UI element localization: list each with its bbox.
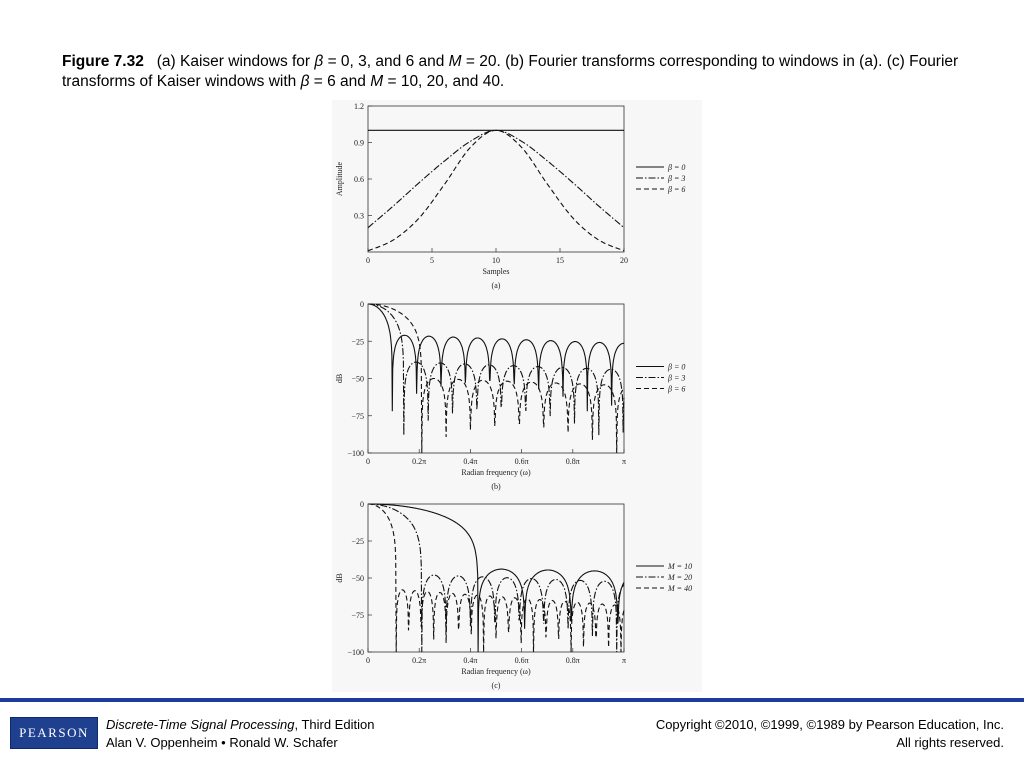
y-tick-label: −50 xyxy=(351,574,364,583)
x-tick-label: 0 xyxy=(366,656,370,665)
x-tick-label: 0.4π xyxy=(463,457,478,466)
y-axis-label: Amplitude xyxy=(335,161,344,197)
series-line-2 xyxy=(368,130,624,227)
x-tick-label: 20 xyxy=(620,256,628,265)
legend-label: M = 40 xyxy=(668,584,693,593)
legend-label: M = 10 xyxy=(668,562,693,571)
chart-panel-1 xyxy=(335,102,685,290)
y-tick-label: 0.9 xyxy=(354,138,364,148)
figure-panel xyxy=(332,100,702,692)
series-line-3 xyxy=(368,130,624,251)
legend-label: β = 6 xyxy=(668,185,686,194)
legend-label: β = 3 xyxy=(668,174,686,183)
y-tick-label: −75 xyxy=(351,411,364,421)
x-tick-label: 0.8π xyxy=(565,656,580,665)
caption-beta-symbol-2: β xyxy=(300,73,310,90)
pearson-logo: PEARSON xyxy=(10,717,98,749)
book-edition: , Third Edition xyxy=(294,717,375,732)
panel-label: (c) xyxy=(491,681,501,690)
x-tick-label: 0.6π xyxy=(514,656,529,665)
panel-label: (b) xyxy=(491,482,501,491)
legend-label: β = 0 xyxy=(668,163,686,172)
y-tick-label: 0.3 xyxy=(354,211,364,221)
figure-caption xyxy=(62,52,962,92)
caption-m-symbol-1: M xyxy=(448,53,462,70)
x-axis-label: Radian frequency (ω) xyxy=(461,667,531,676)
legend-label: β = 3 xyxy=(668,373,686,383)
rights-line: All rights reserved. xyxy=(896,735,1004,750)
caption-text-4: = 6 and xyxy=(309,73,371,90)
x-tick-label: 15 xyxy=(556,256,564,265)
x-tick-label: 0.2π xyxy=(412,457,427,466)
caption-text-3: = 20. (b) Fourier transforms corresponding to windows in (a). (c) Fourier transforms of Kaiser windows with xyxy=(62,53,959,90)
chart-panel-2 xyxy=(335,300,685,491)
caption-text-2: = 0, 3, and 6 and xyxy=(323,53,449,70)
book-authors: Alan V. Oppenheim • Ronald W. Schafer xyxy=(106,735,338,750)
x-tick-label: 0.8π xyxy=(565,457,580,466)
y-tick-label: −100 xyxy=(347,648,364,657)
series-line-3 xyxy=(368,504,624,652)
y-tick-label: −25 xyxy=(351,337,364,347)
caption-text-5: = 10, 20, and 40. xyxy=(383,73,505,90)
x-tick-label: 0.2π xyxy=(412,656,427,665)
book-info xyxy=(106,716,374,752)
figure-label: Figure 7.32 xyxy=(62,53,144,70)
series-line-2 xyxy=(368,304,624,435)
x-tick-label: π xyxy=(621,457,627,466)
y-tick-label: −25 xyxy=(351,537,364,546)
copyright-block xyxy=(656,716,1004,752)
y-axis-label: dB xyxy=(335,573,344,583)
caption-text-1: (a) Kaiser windows for xyxy=(156,53,315,70)
copyright-line: Copyright ©2010, ©1999, ©1989 by Pearson Education, Inc. xyxy=(655,717,1004,732)
book-title: Discrete-Time Signal Processing xyxy=(106,717,295,732)
series-line-3 xyxy=(368,304,624,453)
y-tick-label: −75 xyxy=(351,611,364,620)
chart-panel-3 xyxy=(335,500,692,690)
x-axis-label: Radian frequency (ω) xyxy=(461,468,531,477)
x-tick-label: π xyxy=(621,656,627,665)
x-tick-label: 0.6π xyxy=(514,457,529,466)
y-tick-label: −50 xyxy=(351,374,364,384)
x-tick-label: 10 xyxy=(492,256,500,265)
plot-frame xyxy=(368,304,624,453)
x-axis-label: Samples xyxy=(482,267,510,276)
caption-beta-symbol-1: β xyxy=(314,53,324,70)
y-tick-label: 0 xyxy=(360,500,364,509)
x-tick-label: 5 xyxy=(430,256,434,265)
footer-rule xyxy=(0,698,1024,702)
book-title-line xyxy=(106,716,374,734)
x-tick-label: 0 xyxy=(366,457,370,466)
y-tick-label: 0 xyxy=(360,300,364,309)
caption-m-symbol-2: M xyxy=(370,73,384,90)
legend-label: M = 20 xyxy=(668,573,693,582)
y-tick-label: 1.2 xyxy=(354,102,364,111)
series-line-1 xyxy=(368,304,624,411)
y-tick-label: −100 xyxy=(347,449,364,458)
y-tick-label: 0.6 xyxy=(354,175,364,184)
x-tick-label: 0.4π xyxy=(463,656,478,665)
legend-label: β = 0 xyxy=(668,362,686,372)
figure-svg xyxy=(332,100,702,692)
y-axis-label: dB xyxy=(335,373,344,384)
panel-label: (a) xyxy=(491,281,501,290)
legend-label: β = 6 xyxy=(668,384,686,394)
x-tick-label: 0 xyxy=(366,256,370,265)
